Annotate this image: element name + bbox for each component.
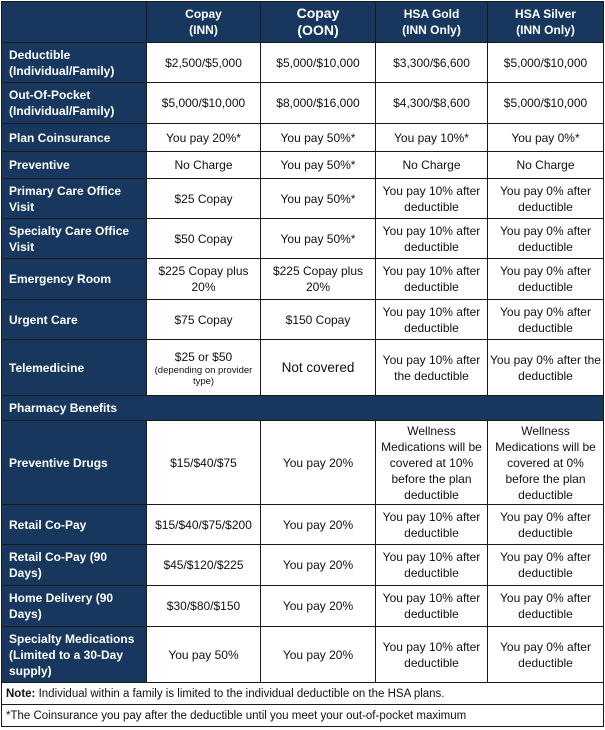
header-title: Copay — [185, 7, 222, 21]
header-hsa-silver — [488, 2, 604, 43]
cell-footnote-text: (depending on provider type) — [154, 364, 253, 387]
header-copay-oon — [261, 2, 376, 43]
note-text: Individual within a family is limited to the individual deductible on the HSA plans. — [35, 687, 445, 700]
cell-hsa-silver: You pay 0% after the deductible — [488, 340, 604, 396]
cell-hsa-gold: You pay 10% after deductible — [376, 259, 488, 300]
row-label: Emergency Room — [2, 259, 147, 300]
note — [2, 683, 604, 705]
header-row — [2, 2, 604, 43]
cell-copay-inn — [147, 340, 261, 396]
cell-copay-oon: $5,000/$10,000 — [261, 43, 376, 83]
cell-hsa-gold: You pay 10% after deductible — [376, 219, 488, 259]
table-row — [2, 340, 604, 396]
cell-hsa-silver: No Charge — [488, 152, 604, 179]
row-label: Preventive — [2, 152, 147, 179]
cell-hsa-silver: You pay 0% after deductible — [488, 586, 604, 627]
table-row — [2, 627, 604, 683]
cell-copay-inn: No Charge — [147, 152, 261, 179]
cell-copay-inn: $5,000/$10,000 — [147, 83, 261, 124]
cell-copay-oon: You pay 20% — [261, 545, 376, 586]
table-row — [2, 300, 604, 340]
cell-hsa-silver: You pay 0% after deductible — [488, 300, 604, 340]
cell-copay-oon: Not covered — [261, 340, 376, 396]
cell-main-text: $25 or $50 — [174, 349, 233, 364]
row-label: Specialty Care Office Visit — [2, 219, 147, 259]
row-label: Retail Co-Pay (90 Days) — [2, 545, 147, 586]
cell-copay-inn: $15/$40/$75 — [147, 421, 261, 505]
row-label: Plan Coinsurance — [2, 124, 147, 152]
cell-hsa-silver: Wellness Medications will be covered at 0% before the plan deductible — [488, 421, 604, 505]
cell-hsa-gold: $4,300/$8,600 — [376, 83, 488, 124]
table-row — [2, 152, 604, 179]
cell-hsa-silver: You pay 0% after deductible — [488, 179, 604, 219]
cell-copay-oon: You pay 20% — [261, 505, 376, 545]
cell-hsa-gold: $3,300/$6,600 — [376, 43, 488, 83]
cell-copay-inn: $45/$120/$225 — [147, 545, 261, 586]
table-row — [2, 421, 604, 505]
cell-hsa-silver: $5,000/$10,000 — [488, 83, 604, 124]
header-subtitle: (INN Only) — [402, 23, 461, 37]
cell-hsa-gold: You pay 10% after deductible — [376, 545, 488, 586]
cell-hsa-silver: You pay 0% after deductible — [488, 505, 604, 545]
header-subtitle: (INN) — [189, 23, 218, 37]
table-row — [2, 586, 604, 627]
cell-copay-inn: $75 Copay — [147, 300, 261, 340]
cell-copay-inn: You pay 50% — [147, 627, 261, 683]
row-label: Telemedicine — [2, 340, 147, 396]
cell-hsa-gold: You pay 10%* — [376, 124, 488, 152]
table-row — [2, 43, 604, 83]
cell-copay-oon: You pay 50%* — [261, 124, 376, 152]
table-row — [2, 545, 604, 586]
row-label: Preventive Drugs — [2, 421, 147, 505]
cell-hsa-gold: You pay 10% after deductible — [376, 586, 488, 627]
cell-copay-inn: $225 Copay plus 20% — [147, 259, 261, 300]
cell-copay-oon: $150 Copay — [261, 300, 376, 340]
header-corner — [2, 2, 147, 43]
footnote-row — [2, 705, 604, 727]
cell-copay-oon: $8,000/$16,000 — [261, 83, 376, 124]
table-row — [2, 83, 604, 124]
table-row — [2, 219, 604, 259]
row-label: Primary Care Office Visit — [2, 179, 147, 219]
cell-copay-oon: You pay 20% — [261, 586, 376, 627]
cell-copay-oon: You pay 50%* — [261, 219, 376, 259]
header-title: Copay — [296, 5, 340, 21]
cell-hsa-silver: $5,000/$10,000 — [488, 43, 604, 83]
header-title: HSA Silver — [515, 7, 576, 21]
cell-copay-oon: You pay 50%* — [261, 152, 376, 179]
cell-hsa-gold: You pay 10% after deductible — [376, 505, 488, 545]
cell-hsa-gold: You pay 10% after the deductible — [376, 340, 488, 396]
cell-copay-inn: $2,500/$5,000 — [147, 43, 261, 83]
header-subtitle: (INN Only) — [516, 23, 575, 37]
row-label: Out-Of-Pocket (Individual/Family) — [2, 83, 147, 124]
cell-hsa-silver: You pay 0% after deductible — [488, 545, 604, 586]
section-row — [2, 396, 604, 421]
row-label: Deductible (Individual/Family) — [2, 43, 147, 83]
table-row — [2, 505, 604, 545]
row-label: Retail Co-Pay — [2, 505, 147, 545]
cell-hsa-silver: You pay 0% after deductible — [488, 259, 604, 300]
cell-hsa-silver: You pay 0%* — [488, 124, 604, 152]
note-row — [2, 683, 604, 705]
cell-hsa-gold: Wellness Medications will be covered at 10% before the plan deductible — [376, 421, 488, 505]
section-title: Pharmacy Benefits — [2, 396, 604, 421]
header-title: HSA Gold — [403, 7, 460, 21]
cell-copay-oon: You pay 50%* — [261, 179, 376, 219]
header-subtitle: (OON) — [297, 22, 339, 38]
cell-hsa-silver: You pay 0% after deductible — [488, 627, 604, 683]
cell-hsa-gold: You pay 10% after deductible — [376, 179, 488, 219]
footnote: *The Coinsurance you pay after the deductible until you meet your out-of-pocket maximum — [2, 705, 604, 727]
cell-hsa-gold: No Charge — [376, 152, 488, 179]
note-label: Note: — [6, 687, 36, 700]
cell-copay-oon: You pay 20% — [261, 627, 376, 683]
row-label: Specialty Medications (Limited to a 30-Day supply) — [2, 627, 147, 683]
header-copay-inn — [147, 2, 261, 43]
cell-copay-inn: You pay 20%* — [147, 124, 261, 152]
cell-hsa-gold: You pay 10% after deductible — [376, 300, 488, 340]
cell-copay-inn: $25 Copay — [147, 179, 261, 219]
table-row — [2, 179, 604, 219]
plan-comparison — [1, 1, 603, 727]
cell-copay-oon: $225 Copay plus 20% — [261, 259, 376, 300]
table-row — [2, 124, 604, 152]
benefits-table — [1, 1, 604, 727]
cell-copay-inn: $15/$40/$75/$200 — [147, 505, 261, 545]
row-label: Home Delivery (90 Days) — [2, 586, 147, 627]
cell-copay-inn: $30/$80/$150 — [147, 586, 261, 627]
cell-hsa-silver: You pay 0% after deductible — [488, 219, 604, 259]
cell-copay-inn: $50 Copay — [147, 219, 261, 259]
cell-hsa-gold: You pay 10% after deductible — [376, 627, 488, 683]
cell-copay-oon: You pay 20% — [261, 421, 376, 505]
header-hsa-gold — [376, 2, 488, 43]
row-label: Urgent Care — [2, 300, 147, 340]
table-row — [2, 259, 604, 300]
